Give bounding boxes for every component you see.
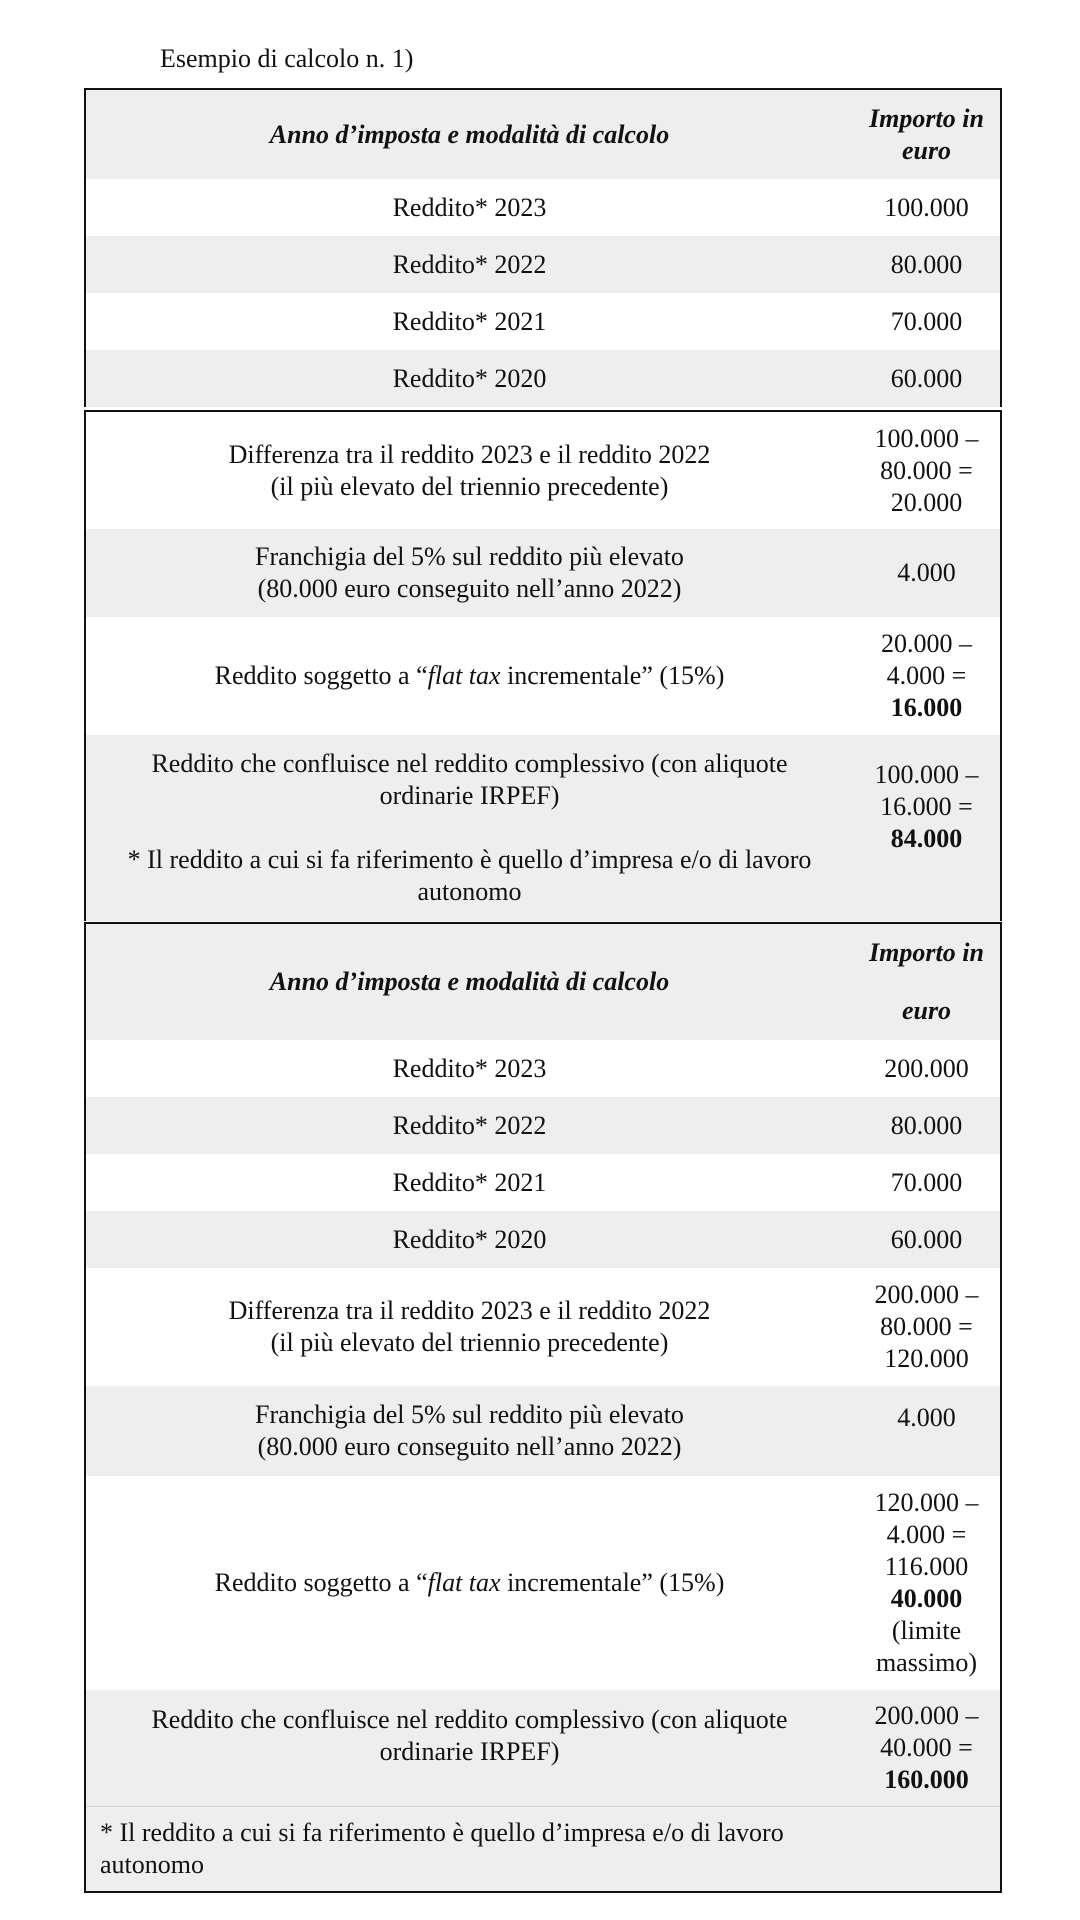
difference-label-line-2: (il più elevato del triennio precedente) [270, 1328, 669, 1357]
table-row [85, 236, 1001, 293]
flat-tax-limit-line-2: massimo) [875, 1648, 978, 1677]
complessivo-row [85, 735, 1001, 921]
income-value: 70.000 [853, 293, 1001, 350]
difference-value [853, 411, 1001, 529]
table-row [85, 179, 1001, 236]
income-value: 80.000 [853, 236, 1001, 293]
income-label: Reddito* 2023 [85, 179, 853, 236]
footnote-line-1: * Il reddito a cui si fa riferimento è quello d’impresa e/o di lavoro [127, 845, 812, 874]
table-header-row [85, 923, 1001, 1040]
complessivo-label [85, 735, 853, 921]
difference-label-line-1: Differenza tra il reddito 2023 e il reddito 2022 [228, 439, 711, 469]
flat-tax-label-italic: flat tax [427, 1568, 501, 1597]
franchigia-label-line-2: (80.000 euro conseguito nell’anno 2022) [257, 574, 682, 603]
header-amount [853, 89, 1001, 179]
footnote-line-2: autonomo [417, 877, 522, 906]
complessivo-value-line-1: 200.000 – [874, 1700, 979, 1730]
flat-tax-label-italic: flat tax [427, 661, 501, 690]
complessivo-row [85, 1690, 1001, 1806]
complessivo-label-line-2: ordinarie IRPEF) [379, 781, 560, 810]
flat-tax-limit-line-1: (limite [891, 1616, 962, 1645]
flat-tax-value-line-1: 20.000 – [881, 629, 972, 658]
flat-tax-label-pre: Reddito soggetto a “ [214, 1568, 428, 1597]
flat-tax-label-post: incrementale” (15%) [500, 1568, 725, 1597]
income-value: 80.000 [853, 1097, 1001, 1154]
complessivo-result: 160.000 [884, 1764, 969, 1794]
header-amount [853, 923, 1001, 1040]
header-year-method: Anno d’imposta e modalità di calcolo [85, 923, 853, 1040]
difference-label [85, 411, 853, 529]
income-value: 70.000 [853, 1154, 1001, 1211]
income-label: Reddito* 2022 [85, 236, 853, 293]
flat-tax-label [85, 1476, 853, 1690]
complessivo-value-line-2: 16.000 = [880, 792, 973, 821]
income-value: 200.000 [853, 1040, 1001, 1097]
flat-tax-label [85, 617, 853, 735]
header-amount-line-1: Importo in [869, 938, 984, 967]
flat-tax-row [85, 1476, 1001, 1690]
table-row [85, 1211, 1001, 1268]
income-value: 60.000 [853, 350, 1001, 407]
income-value: 100.000 [853, 179, 1001, 236]
footnote [85, 1806, 1001, 1892]
complessivo-label-line-1: Reddito che confluisce nel reddito complessivo (con aliquote [151, 1705, 788, 1734]
income-label: Reddito* 2020 [85, 1211, 853, 1268]
difference-value [853, 1268, 1001, 1386]
table-row [85, 350, 1001, 407]
franchigia-label-line-1: Franchigia del 5% sul reddito più elevato [255, 1400, 684, 1429]
difference-value-line-2: 80.000 = [880, 1312, 973, 1341]
table-row [85, 1154, 1001, 1211]
complessivo-label-line-1: Reddito che confluisce nel reddito complessivo (con aliquote [151, 749, 788, 778]
footnote-line-1: * Il reddito a cui si fa riferimento è quello d’impresa e/o di lavoro [100, 1817, 784, 1847]
example-1-calculation-table [84, 410, 1002, 921]
flat-tax-value [853, 1476, 1001, 1690]
franchigia-label [85, 1386, 853, 1476]
header-amount-line-2: euro [901, 996, 952, 1025]
complessivo-label [85, 1690, 853, 1806]
flat-tax-label-post: incrementale” (15%) [500, 661, 725, 690]
franchigia-label-line-2: (80.000 euro conseguito nell’anno 2022) [257, 1432, 682, 1461]
complessivo-label-line-2: ordinarie IRPEF) [379, 1737, 560, 1766]
difference-value-line-3: 120.000 [884, 1344, 969, 1373]
spacer [94, 812, 845, 844]
difference-value-line-2: 80.000 = [880, 455, 973, 485]
franchigia-row [85, 529, 1001, 617]
complessivo-value-line-1: 100.000 – [874, 760, 979, 789]
example-2-table [84, 922, 1002, 1893]
complessivo-value [853, 735, 1001, 921]
flat-tax-result: 40.000 [890, 1584, 963, 1613]
income-label: Reddito* 2021 [85, 1154, 853, 1211]
example-1-income-table [84, 88, 1002, 407]
header-year-method: Anno d’imposta e modalità di calcolo [85, 89, 853, 179]
flat-tax-value-line-2: 4.000 = [886, 1520, 967, 1549]
flat-tax-value [853, 617, 1001, 735]
franchigia-value: 4.000 [853, 1386, 1001, 1476]
complessivo-value [853, 1690, 1001, 1806]
flat-tax-result: 16.000 [890, 693, 963, 722]
header-amount-line-2: euro [901, 135, 952, 165]
difference-label-line-2: (il più elevato del triennio precedente) [270, 471, 669, 501]
difference-label-line-1: Differenza tra il reddito 2023 e il reddito 2022 [228, 1296, 711, 1325]
franchigia-value: 4.000 [853, 529, 1001, 617]
flat-tax-label-pre: Reddito soggetto a “ [214, 661, 428, 690]
franchigia-label-line-1: Franchigia del 5% sul reddito più elevato [255, 542, 684, 571]
income-label: Reddito* 2023 [85, 1040, 853, 1097]
difference-value-line-1: 200.000 – [874, 1280, 979, 1309]
franchigia-label [85, 529, 853, 617]
difference-value-line-3: 20.000 [890, 487, 963, 517]
complessivo-value-line-2: 40.000 = [880, 1732, 973, 1762]
difference-row [85, 411, 1001, 529]
table-row [85, 1097, 1001, 1154]
table-row [85, 293, 1001, 350]
footnote-line-2: autonomo [100, 1849, 204, 1879]
flat-tax-value-line-3: 116.000 [884, 1552, 969, 1581]
income-label: Reddito* 2022 [85, 1097, 853, 1154]
difference-value-line-1: 100.000 – [874, 423, 979, 453]
difference-row [85, 1268, 1001, 1386]
flat-tax-value-line-1: 120.000 – [874, 1488, 979, 1517]
franchigia-row [85, 1386, 1001, 1476]
income-value: 60.000 [853, 1211, 1001, 1268]
table-header-row [85, 89, 1001, 179]
header-amount-line-1: Importo in [869, 103, 984, 133]
complessivo-result: 84.000 [890, 824, 963, 853]
footnote-row [85, 1806, 1001, 1892]
page-title: Esempio di calcolo n. 1) [160, 44, 414, 73]
flat-tax-row [85, 617, 1001, 735]
flat-tax-value-line-2: 4.000 = [886, 661, 967, 690]
table-row [85, 1040, 1001, 1097]
difference-label [85, 1268, 853, 1386]
income-label: Reddito* 2020 [85, 350, 853, 407]
income-label: Reddito* 2021 [85, 293, 853, 350]
